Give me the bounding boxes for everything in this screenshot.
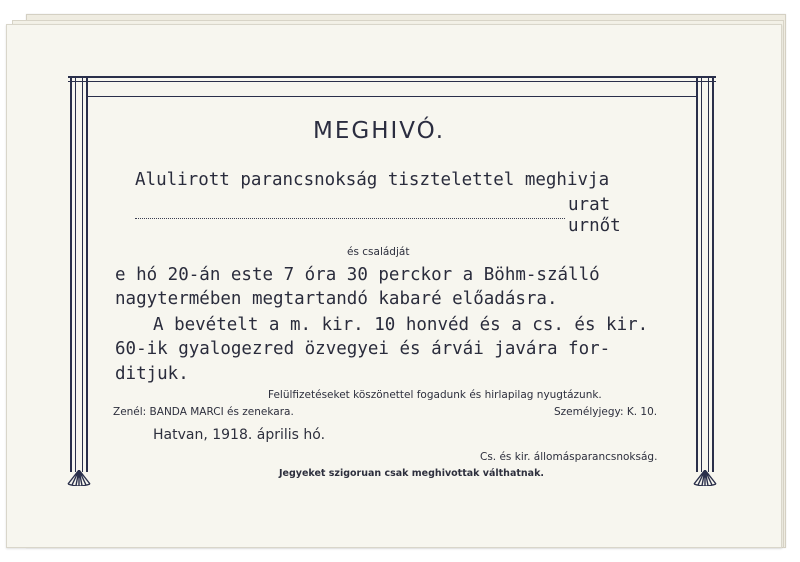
family-text: és családját — [347, 246, 410, 258]
frame-top-border-inner — [68, 81, 716, 82]
body-line-4: 60-ik gyalogezred özvegyei és árvái javára for- — [115, 339, 611, 359]
issuer: Cs. és kir. állomásparancsnokság. — [480, 451, 658, 463]
addressee-female: urnőt — [568, 216, 621, 236]
ticket-price: Személyjegy: K. 10. — [554, 406, 658, 418]
frame-top-border-rule — [86, 96, 698, 97]
invitation-title: MEGHIVÓ. — [313, 118, 446, 144]
body-line-3: A bevételt a m. kir. 10 honvéd és a cs. és kir. — [153, 315, 649, 335]
frame-left-column — [70, 76, 88, 472]
body-line-5: ditjuk. — [115, 364, 189, 384]
place-date: Hatvan, 1918. április hó. — [153, 427, 326, 443]
body-line-2: nagytermében megtartandó kabaré előadásra. — [115, 289, 558, 309]
fan-ornament-icon — [692, 470, 718, 486]
frame-top-border — [68, 76, 716, 78]
frame-right-column — [696, 76, 714, 472]
intro-line: Alulirott parancsnokság tisztelettel meghivja — [135, 170, 610, 190]
tickets-note: Jegyeket szigoruan csak meghivottak válthatnak. — [279, 468, 545, 479]
fan-ornament-icon — [66, 470, 92, 486]
body-line-1: e hó 20-án este 7 óra 30 perckor a Böhm-szálló — [115, 265, 600, 285]
music-credit: Zenél: BANDA MARCI és zenekara. — [113, 406, 294, 418]
name-blank-line — [135, 218, 565, 219]
overpayment-note: Felülfizetéseket köszönettel fogadunk és hirlapilag nyugtázunk. — [268, 389, 602, 401]
addressee-male: urat — [568, 195, 611, 215]
